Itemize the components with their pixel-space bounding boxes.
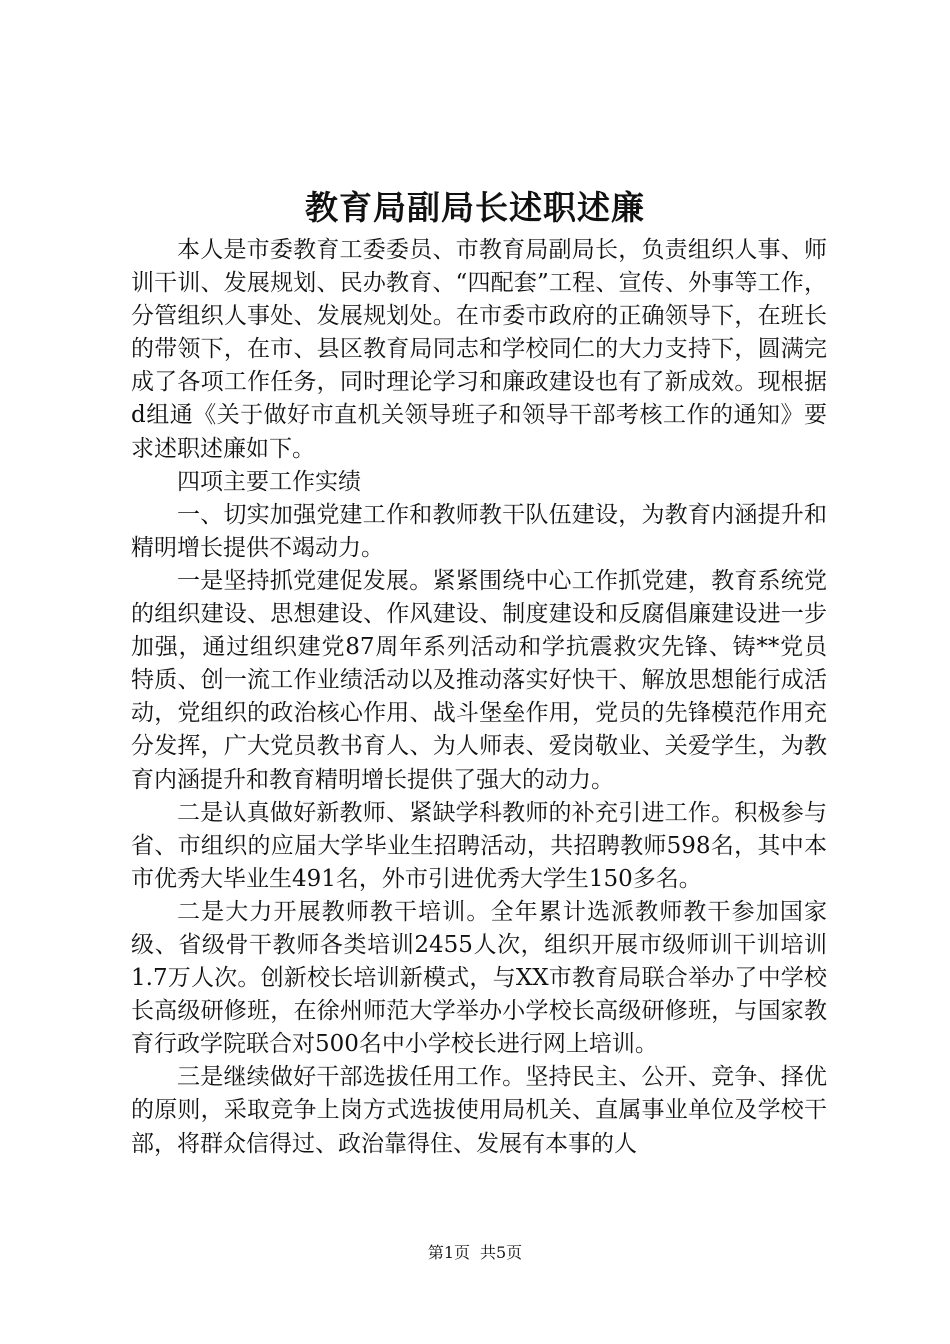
paragraph-teacher-training: 二是大力开展教师教干培训。全年累计选派教师教干参加国家级、省级骨干教师各类培训2455人次，组织开展市级师训干训培训1.7万人次。创新校长培训新模式，与XX市教育局联合举办了中学校长高级研修班，在徐州师范大学举办小学校长高级研修班，与国家教育行政学院联合对500名中小学校长进行网上培训。 [131, 898, 827, 1058]
document-body [131, 234, 827, 1161]
paragraph-cadre-selection: 三是继续做好干部选拔任用工作。坚持民主、公开、竞争、择优的原则，采取竞争上岗方式选拔使用局机关、直属事业单位及学校干部，将群众信得过、政治靠得住、发展有本事的人 [131, 1064, 827, 1157]
document-title: 教育局副局长述职述廉 [305, 188, 645, 227]
paragraph-item-1: 一、切实加强党建工作和教师教干队伍建设，为教育内涵提升和精明增长提供不竭动力。 [131, 501, 827, 561]
page-number: 第1页 [427, 1243, 470, 1262]
paragraph-teacher-recruitment: 二是认真做好新教师、紧缺学科教师的补充引进工作。积极参与省、市组织的应届大学毕业生招聘活动，共招聘教师598名，其中本市优秀大毕业生491名，外市引进优秀大学生150多名。 [131, 799, 827, 892]
paragraph-section-heading: 四项主要工作实绩 [177, 468, 361, 495]
paragraph-party-building: 一是坚持抓党建促发展。紧紧围绕中心工作抓党建，教育系统党的组织建设、思想建设、作风建设、制度建设和反腐倡廉建设进一步加强，通过组织建党87周年系列活动和学抗震救灾先锋、铸**党员特质、创一流工作业绩活动以及推动落实好快干、解放思想能行成活动，党组织的政治核心作用、战斗堡垒作用，党员的先锋模范作用充分发挥，广大党员教书育人、为人师表、爱岗敬业、关爱学生，为教育内涵提升和教育精明增长提供了强大的动力。 [131, 567, 827, 793]
paragraph-intro: 本人是市委教育工委委员、市教育局副局长，负责组织人事、师训干训、发展规划、民办教育、“四配套”工程、宣传、外事等工作，分管组织人事处、发展规划处。在市委市政府的正确领导下，在班长的带领下，在市、县区教育局同志和学校同仁的大力支持下，圆满完成了各项工作任务，同时理论学习和廉政建设也有了新成效。现根据d组通《关于做好市直机关领导班子和领导干部考核工作的通知》要求述职述廉如下。 [131, 237, 827, 462]
page-total: 共5页 [480, 1243, 523, 1262]
page-footer [0, 1242, 950, 1264]
